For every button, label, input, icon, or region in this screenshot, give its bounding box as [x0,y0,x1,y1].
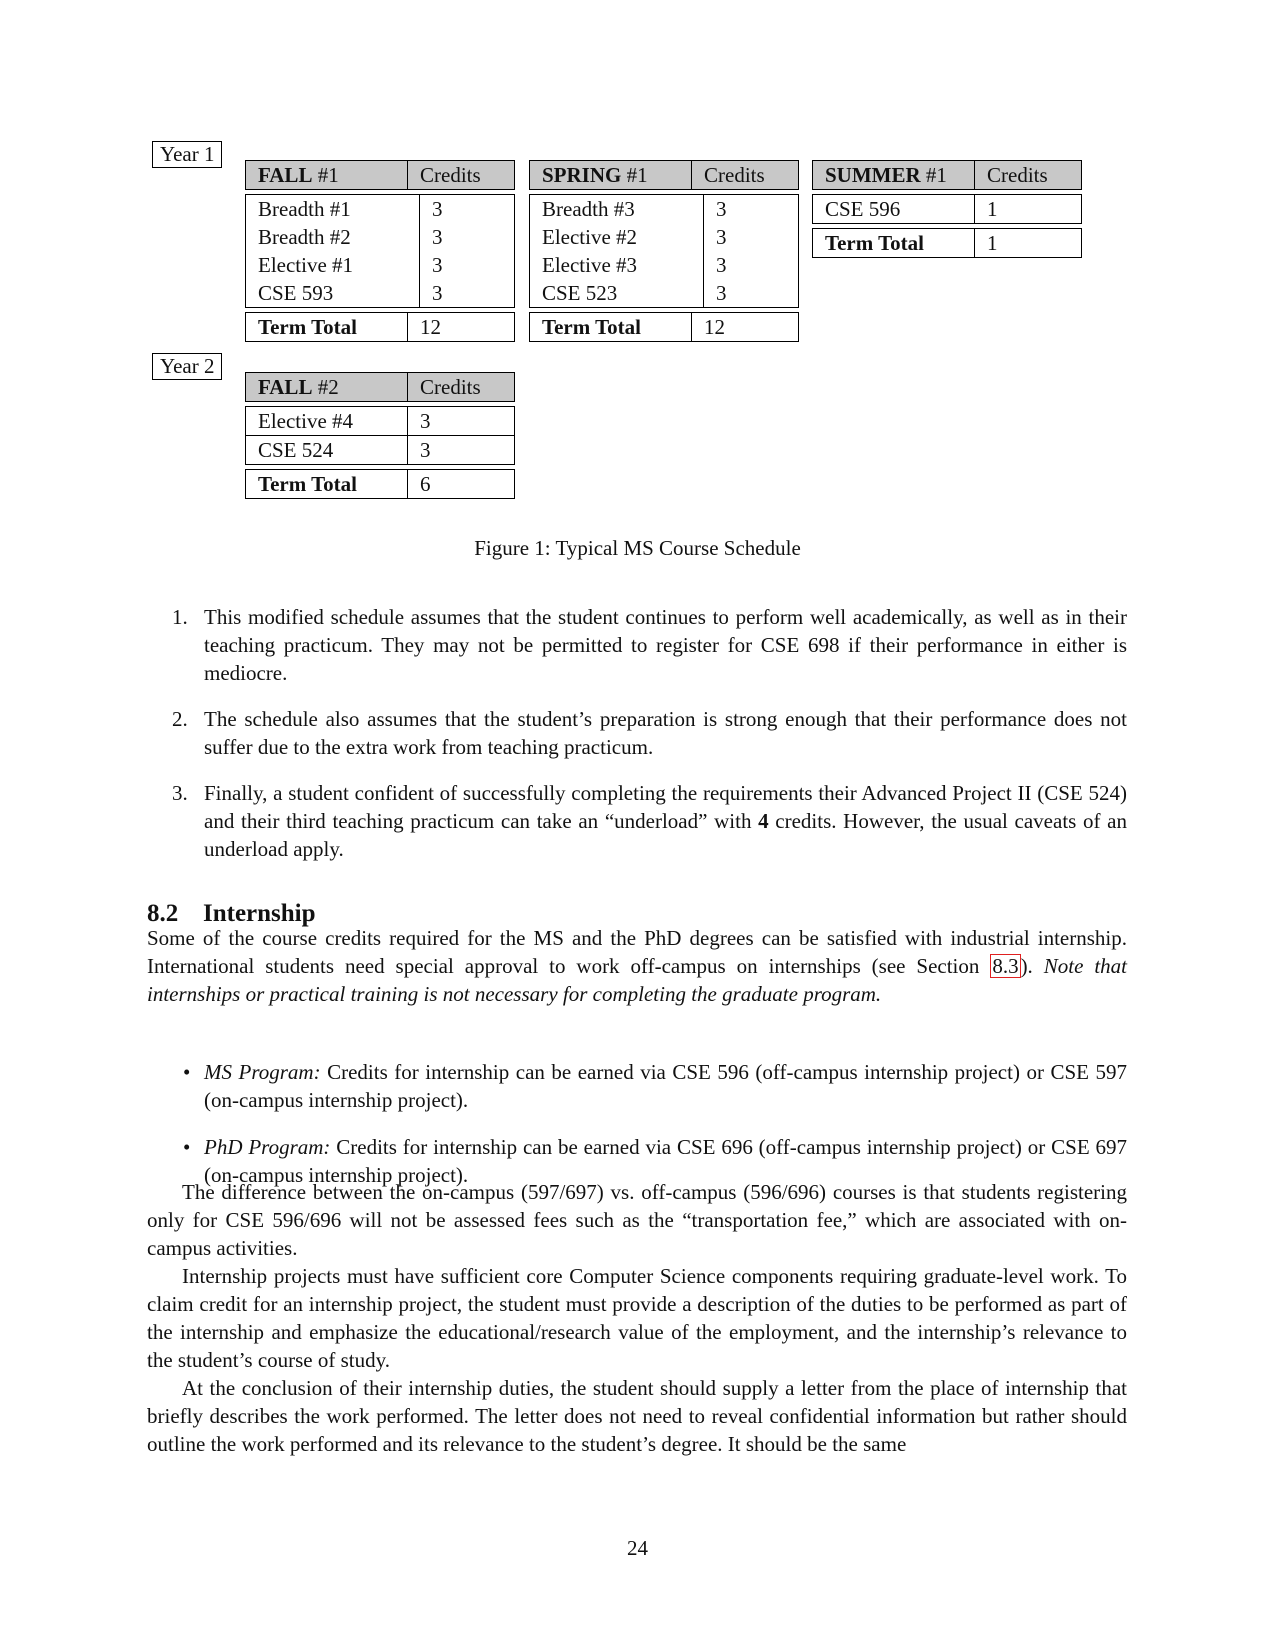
term-total-label: Term Total [258,472,357,496]
paragraph: Internship projects must have sufficient core Computer Science components requiring graduate-level work. To claim credit for an internship project, the student must provide a description of the duties to be performed as part of the internship and emphasize the educational/research value of the employment, and the internship’s relevance to the student’s course of study. [147,1264,1127,1372]
table-row [530,251,798,279]
bullet-icon: • [183,1060,191,1084]
table-row [530,223,798,251]
table-row [530,195,798,223]
credits-cell: 3 [716,197,727,221]
course-cell: Elective #2 [530,223,704,251]
intro-text: Some of the course credits required for the MS and the PhD degrees can be satisfied with industrial internship. International students need special approval to work off-campus on internships (see Section [147,926,1127,978]
fall-2-table [245,372,515,499]
course-cell: CSE 596 [813,195,975,223]
course-cell: Elective #4 [246,407,408,435]
term-name: SPRING [542,163,622,187]
credits-header: Credits [420,375,481,399]
list-item-text: credits. However, the usual caveats of an underload apply. [204,809,1127,861]
term-total-label: Term Total [825,231,924,255]
list-item-text: This modified schedule assumes that the student continues to perform well academically, as well as in their teaching practicum. They may not be permitted to register for CSE 698 if their performance in either is mediocre. [204,605,1127,685]
term-name: FALL [258,375,313,399]
list-item [147,603,1127,687]
credits-cell: 3 [432,281,443,305]
credits-header: Credits [704,163,765,187]
term-number: #1 [621,163,648,187]
term-total-row [245,469,515,499]
body-paragraphs [147,1178,1127,1458]
bullet-text: Credits for internship can be earned via CSE 696 (off-campus internship project) or CSE 697 (on-campus internship project). [204,1135,1127,1187]
list-item-text: Finally, a student confident of successfully completing the requirements their Advanced Project II (CSE 524) and their third teaching practicum can take an “underload” with [204,781,1127,833]
term-total-value: 6 [420,472,431,496]
course-cell: Elective #1 [246,251,420,279]
bold-number: 4 [758,809,769,833]
credits-cell: 1 [987,197,998,221]
course-cell: CSE 524 [246,436,408,464]
bullet-icon: • [183,1135,191,1159]
credits-cell: 3 [716,281,727,305]
section-ref-link[interactable]: 8.3 [992,954,1019,978]
list-item [147,1058,1127,1114]
table-row [246,195,514,223]
term-number: #2 [312,375,339,399]
term-number: #1 [312,163,339,187]
term-total-label: Term Total [542,315,641,339]
course-cell: Breadth #2 [246,223,420,251]
term-total-value: 12 [420,315,441,339]
bullet-label: MS Program: [204,1060,321,1084]
term-total-row [245,312,515,342]
credits-cell: 3 [432,253,443,277]
term-total-value: 12 [704,315,725,339]
course-cell: CSE 593 [246,279,420,307]
credits-cell: 3 [716,225,727,249]
list-marker: 2. [172,707,188,731]
summer-1-table [812,160,1082,258]
credits-cell: 3 [420,438,431,462]
course-cell: Breadth #1 [246,195,420,223]
table-row [245,406,515,436]
figure-caption: Figure 1: Typical MS Course Schedule [474,536,801,560]
credits-cell: 3 [432,225,443,249]
section-title: Internship [203,900,316,927]
bullet-label: PhD Program: [204,1135,331,1159]
section-number: 8.2 [147,900,179,927]
paragraph: At the conclusion of their internship duties, the student should supply a letter from the place of internship that briefly describes the work performed. The letter does not need to reveal confidential information but rather should outline the work performed and its relevance to the student’s degree. It should be the same [147,1376,1127,1456]
intro-note: Note that internships or practical training is not necessary for completing the graduate program. [147,954,1127,1006]
term-total-row [529,312,799,342]
numbered-list [147,603,1127,881]
intro-paragraph [147,924,1127,1008]
credits-header: Credits [420,163,481,187]
list-item [147,705,1127,761]
table-row [530,279,798,307]
credits-cell: 3 [716,253,727,277]
table-row [245,436,515,465]
table-header [245,160,515,190]
table-header [529,160,799,190]
list-marker: 3. [172,781,188,805]
term-total-value: 1 [987,231,998,255]
term-total-row [812,228,1082,258]
list-item-text: The schedule also assumes that the student’s preparation is strong enough that their performance does not suffer due to the extra work from teaching practicum. [204,707,1127,759]
course-cell: Elective #3 [530,251,704,279]
page-number: 24 [627,1536,648,1560]
table-row [812,194,1082,224]
table-header [812,160,1082,190]
bullet-text: Credits for internship can be earned via CSE 596 (off-campus internship project) or CSE 597 (on-campus internship project). [204,1060,1127,1112]
term-name: SUMMER [825,163,921,187]
table-row [246,279,514,307]
spring-1-table [529,160,799,342]
table-header [245,372,515,402]
year-2-label: Year 2 [152,353,222,380]
table-row [246,251,514,279]
credits-cell: 3 [420,409,431,433]
credits-cell: 3 [432,197,443,221]
term-total-label: Term Total [258,315,357,339]
list-item [147,779,1127,863]
paragraph: The difference between the on-campus (597/697) vs. off-campus (596/696) courses is that students registering only for CSE 596/696 will not be assessed fees such as the “transportation fee,” which are associated with on-campus activities. [147,1180,1127,1260]
credits-header: Credits [987,163,1048,187]
term-name: FALL [258,163,313,187]
course-cell: Breadth #3 [530,195,704,223]
year-1-label: Year 1 [152,141,222,168]
course-cell: CSE 523 [530,279,704,307]
fall-1-table [245,160,515,342]
table-row [246,223,514,251]
intro-text: ). [1020,954,1044,978]
term-number: #1 [920,163,947,187]
list-marker: 1. [172,605,188,629]
